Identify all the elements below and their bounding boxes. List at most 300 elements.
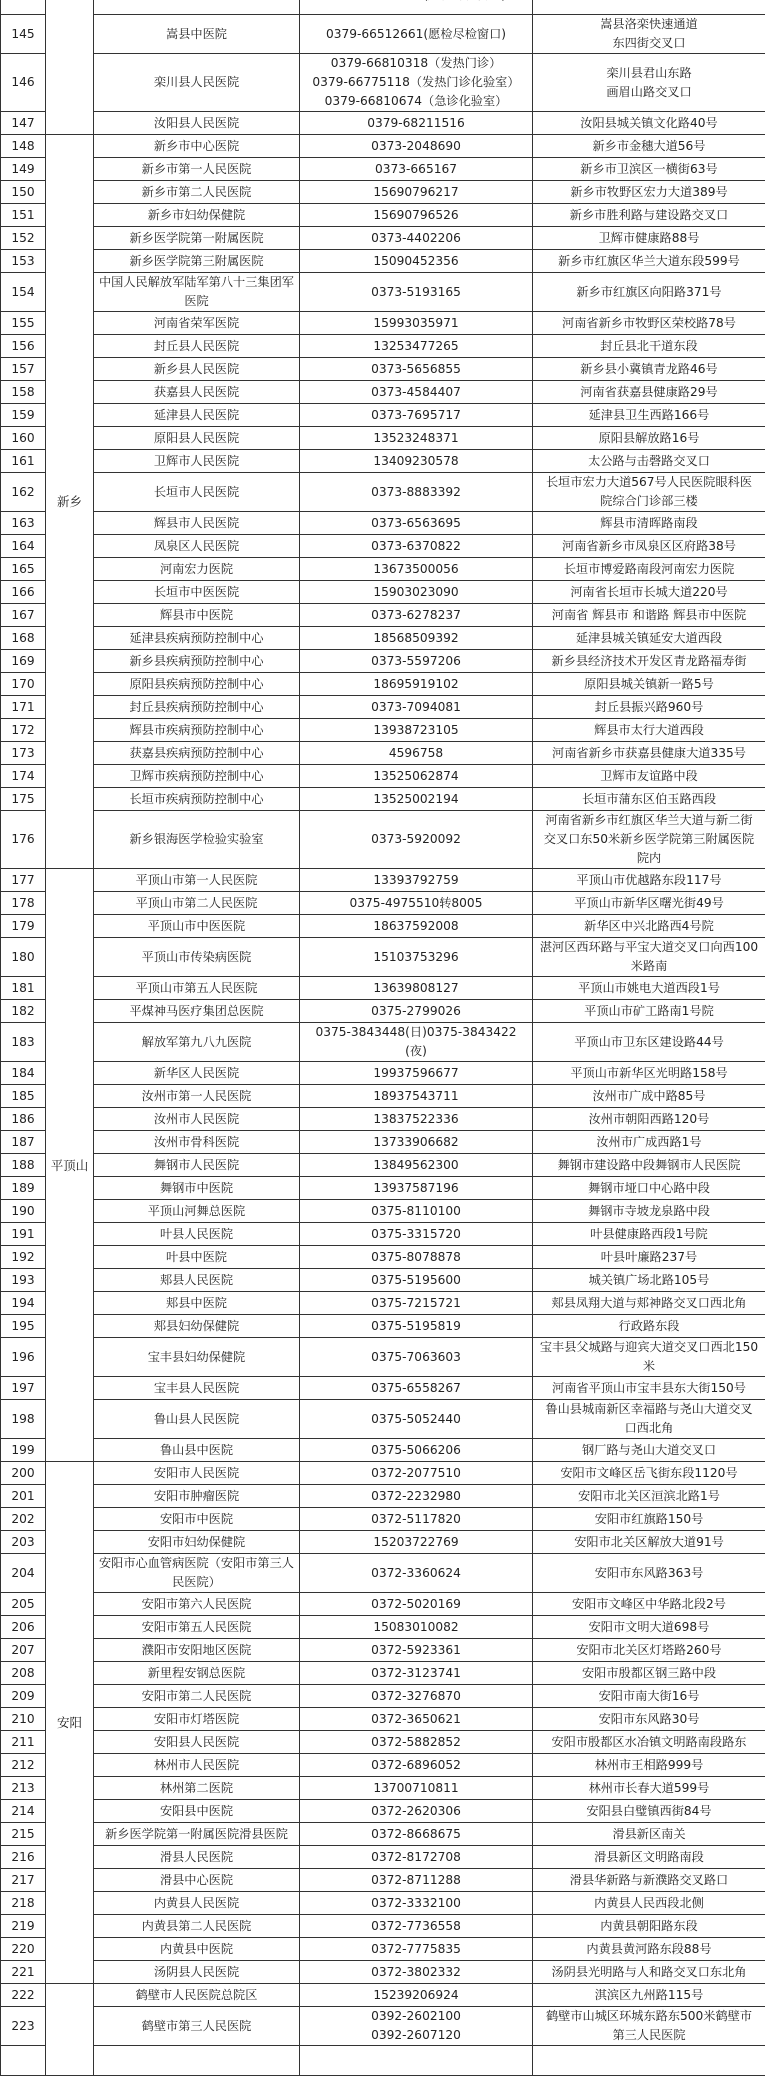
address-line: 辉县市清晖路南段 [536,514,762,533]
row-number: 216 [1,1846,46,1869]
table-row [1,181,765,204]
address-line: 钢厂路与尧山大道交叉口 [536,1441,762,1460]
address-line: 新乡市红旗区华兰大道东段599号 [536,252,762,271]
hospital-name: 鹤壁市人民医院总院区 [94,1984,300,2007]
row-number: 222 [1,1984,46,2007]
row-number [1,2046,46,2076]
phone-line: 13525002194 [303,790,529,809]
hospital-name: 卫辉市人民医院 [94,450,300,473]
address [533,1085,765,1108]
hospital-name: 安阳市中医院 [94,1508,300,1531]
address [533,1593,765,1616]
phone [300,1338,533,1377]
address [533,1639,765,1662]
address-line: 汝州市广成西路1号 [536,1133,762,1152]
phone-line: 0372-3276870 [303,1687,529,1706]
table-row [1,1662,765,1685]
hospital-name: 平顶山市第一人民医院 [94,869,300,892]
hospital-name: 平顶山市第二人民医院 [94,892,300,915]
row-number: 175 [1,788,46,811]
row-number: 150 [1,181,46,204]
phone-line: 0375-7063603 [303,1348,529,1367]
table-row [1,1754,765,1777]
address [533,1338,765,1377]
address-line: 汤阴县光明路与人和路交叉口东北角 [536,1963,762,1982]
phone [300,2007,533,2046]
hospital-name: 汤阴县人民医院 [94,1961,300,1984]
phone-line: 0373-6278237 [303,606,529,625]
hospital-name: 安阳县人民医院 [94,1731,300,1754]
address-line: 长垣市宏力大道567号人民医院眼科医 [536,473,762,492]
hospital-name: 叶县人民医院 [94,1223,300,1246]
address-line: 鲁山县城南新区幸福路与尧山大道交叉 [536,1400,762,1419]
row-number: 156 [1,335,46,358]
hospital-name: 郏县妇幼保健院 [94,1315,300,1338]
address-line: 安阳市红旗路150号 [536,1510,762,1529]
phone [300,1377,533,1400]
address [533,1869,765,1892]
phone [300,1062,533,1085]
table-row [1,1593,765,1616]
table-row [1,1984,765,2007]
address-line: 新乡市胜利路与建设路交叉口 [536,206,762,225]
row-number: 217 [1,1869,46,1892]
address-line: 长垣市蒲东区伯玉路西段 [536,790,762,809]
table-row [1,2007,765,2046]
hospital-name: 辉县市疾病预防控制中心 [94,719,300,742]
table-row [1,1246,765,1269]
phone-line: 0372-5882852 [303,1733,529,1752]
table-row [1,112,765,135]
row-number: 188 [1,1154,46,1177]
phone [300,250,533,273]
phone [300,650,533,673]
address [533,273,765,312]
phone [300,742,533,765]
hospital-name: 内黄县人民医院 [94,1892,300,1915]
phone-line: 15090452356 [303,252,529,271]
row-number [1,0,46,15]
address-line: 内黄县黄河路东段88号 [536,1940,762,1959]
phone-line: 0375-5195819 [303,1317,529,1336]
address-line: 画眉山路交叉口 [536,83,762,102]
address [533,811,765,869]
address [533,1485,765,1508]
row-number: 195 [1,1315,46,1338]
phone-line: 0372-2232980 [303,1487,529,1506]
hospital-name: 解放军第九八九医院 [94,1023,300,1062]
phone-line: 0375-8110100 [303,1202,529,1221]
phone-line: 0375-4975510转8005 [303,894,529,913]
phone-line: 13523248371 [303,429,529,448]
address [533,1846,765,1869]
phone [300,1593,533,1616]
row-number: 182 [1,1000,46,1023]
table-row [1,1377,765,1400]
hospital-name: 嵩县中医院 [94,15,300,54]
address-line: 新乡市金穗大道56号 [536,137,762,156]
address-line: 河南省获嘉县健康路29号 [536,383,762,402]
address [533,558,765,581]
hospital-name: 新乡医学院第三附属医院 [94,250,300,273]
address [533,1731,765,1754]
phone-line: 0373-8883392 [303,483,529,502]
table-row [1,977,765,1000]
phone [300,673,533,696]
address-line: 滑县华新路与新濮路交叉路口 [536,1871,762,1890]
address-line: 舞钢市建设路中段舞钢市人民医院 [536,1156,762,1175]
phone-line: 0379-66775118（发热门诊化验室） [303,73,529,92]
phone-line: 18695919102 [303,675,529,694]
phone-line: 0372-7775835 [303,1940,529,1959]
hospital-name: 原阳县人民医院 [94,427,300,450]
phone-line: 15690796526 [303,206,529,225]
address-line: 平顶山市矿工路南1号院 [536,1002,762,1021]
row-number: 153 [1,250,46,273]
address [533,1938,765,1961]
phone [300,535,533,558]
phone-line: 0372-8172708 [303,1848,529,1867]
phone [300,112,533,135]
phone [300,273,533,312]
address-line: 安阳县白璧镇西街84号 [536,1802,762,1821]
table-row [1,535,765,558]
address [533,1508,765,1531]
table-row [1,938,765,977]
address-line: 原阳县解放路16号 [536,429,762,448]
phone [300,427,533,450]
address-line: 安阳市北关区解放大道91号 [536,1533,762,1552]
address-line: 安阳市文峰区岳飞街东段1120号 [536,1464,762,1483]
row-number: 152 [1,227,46,250]
phone [300,1685,533,1708]
table-row [1,1108,765,1131]
phone [300,381,533,404]
table-row [1,627,765,650]
address [533,54,765,112]
address-line: 舞钢市寺坡龙泉路中段 [536,1202,762,1221]
address-line: 延津县城关镇延安大道西段 [536,629,762,648]
row-number: 169 [1,650,46,673]
hospital-name: 辉县市中医院 [94,604,300,627]
address-line: 安阳市文明大道698号 [536,1618,762,1637]
hospital-name: 安阳市心血管病医院（安阳市第三人民医院） [94,1554,300,1593]
phone [300,512,533,535]
address [533,512,765,535]
address [533,915,765,938]
table-row [1,1685,765,1708]
phone-line: 13938723105 [303,721,529,740]
hospital-name: 汝阳县人民医院 [94,112,300,135]
row-number: 178 [1,892,46,915]
address [533,1462,765,1485]
table-row [1,1961,765,1984]
table-row [1,1292,765,1315]
address [533,742,765,765]
table-row [1,1869,765,1892]
address-line: 林州市王相路999号 [536,1756,762,1775]
table-row [1,788,765,811]
address [533,1754,765,1777]
table-row [1,1485,765,1508]
phone [300,765,533,788]
phone-line: 13639808127 [303,979,529,998]
address [533,650,765,673]
table-row [1,135,765,158]
hospital-name: 获嘉县人民医院 [94,381,300,404]
phone-line: 15239206924 [303,1986,529,2005]
row-number: 209 [1,1685,46,1708]
address [533,1315,765,1338]
address-line: 河南省平顶山市宝丰县东大街150号 [536,1379,762,1398]
hospital-name: 鲁山县人民医院 [94,1400,300,1439]
table-row [1,1131,765,1154]
address-line: 滑县新区南关 [536,1825,762,1844]
phone [300,604,533,627]
row-number: 155 [1,312,46,335]
phone-line: 0375-2799026 [303,1002,529,1021]
table-row [1,1023,765,1062]
hospital-name: 新乡医学院第一附属医院 [94,227,300,250]
address [533,535,765,558]
phone-line: 0379-66512661(愿检尽检窗口) [303,25,529,44]
address [533,181,765,204]
row-number: 197 [1,1377,46,1400]
row-number: 181 [1,977,46,1000]
hospital-name: 宝丰县人民医院 [94,1377,300,1400]
address [533,1269,765,1292]
phone [300,358,533,381]
phone-line: 13937587196 [303,1179,529,1198]
phone-line: 0373-6370822 [303,537,529,556]
table-row [1,15,765,54]
table-row [1,1846,765,1869]
phone [300,892,533,915]
phone-line: 13700710811 [303,1779,529,1798]
row-number: 154 [1,273,46,312]
row-number: 187 [1,1131,46,1154]
phone-line: 0375-5195600 [303,1271,529,1290]
hospital-name: 延津县人民医院 [94,404,300,427]
hospital-name: 长垣市人民医院 [94,473,300,512]
hospital-name: 汝州市第一人民医院 [94,1085,300,1108]
address [533,977,765,1000]
hospital-name: 河南省荣军医院 [94,312,300,335]
address [533,1915,765,1938]
phone-line: 0375-3843448(日)0375-3843422 [303,1023,529,1042]
phone-line: 15083010082 [303,1618,529,1637]
row-number: 179 [1,915,46,938]
phone-line: 13849562300 [303,1156,529,1175]
address-line: 米路南 [536,957,762,976]
hospital-name: 平顶山河舞总医院 [94,1200,300,1223]
phone-line: 19937596677 [303,1064,529,1083]
phone [300,1800,533,1823]
row-number: 212 [1,1754,46,1777]
hospital-name: 新乡银海医学检验实验室 [94,811,300,869]
phone [300,1892,533,1915]
phone-line: 0373-2048690 [303,137,529,156]
row-number: 213 [1,1777,46,1800]
hospital-name: 滑县人民医院 [94,1846,300,1869]
row-number: 211 [1,1731,46,1754]
hospital-name: 郏县人民医院 [94,1269,300,1292]
address [533,0,765,15]
hospital-name: 新乡县人民医院 [94,358,300,381]
phone [300,1246,533,1269]
phone [300,977,533,1000]
phone [300,335,533,358]
hospital-name: 汝州市人民医院 [94,1108,300,1131]
phone [300,1938,533,1961]
phone-line: 0372-8668675 [303,1825,529,1844]
address-line: 院综合门诊部三楼 [536,492,762,511]
address [533,719,765,742]
address [533,1554,765,1593]
address-line: 叶县健康路西段1号院 [536,1225,762,1244]
table-row [1,0,765,15]
table-row [1,892,765,915]
address [533,1439,765,1462]
address [533,1062,765,1085]
hospital-table-body [1,0,765,2076]
address-line: 卫辉市健康路88号 [536,229,762,248]
phone [300,938,533,977]
phone-line: 0373-5920092 [303,830,529,849]
phone-line: 0375-5066206 [303,1441,529,1460]
row-number: 176 [1,811,46,869]
phone [300,450,533,473]
address [533,1023,765,1062]
address [533,135,765,158]
address-line: 辉县市太行大道西段 [536,721,762,740]
phone [300,1200,533,1223]
table-row [1,696,765,719]
row-number: 203 [1,1531,46,1554]
phone [300,1777,533,1800]
row-number: 163 [1,512,46,535]
hospital-name: 安阳市灯塔医院 [94,1708,300,1731]
phone-line: 15103753296 [303,948,529,967]
phone-line: (夜) [303,1042,529,1061]
row-number: 210 [1,1708,46,1731]
address [533,2007,765,2046]
table-row [1,869,765,892]
table-row [1,1315,765,1338]
hospital-name: 新乡市第二人民医院 [94,181,300,204]
address [533,1108,765,1131]
phone-line: 15993035971 [303,314,529,333]
address [533,450,765,473]
row-number: 170 [1,673,46,696]
hospital-name: 新里程安钢总医院 [94,1662,300,1685]
row-number: 214 [1,1800,46,1823]
phone [300,54,533,112]
address [533,227,765,250]
hospital-name: 舞钢市中医院 [94,1177,300,1200]
phone [300,0,533,15]
row-number: 193 [1,1269,46,1292]
row-number: 183 [1,1023,46,1062]
address [533,404,765,427]
address [533,1377,765,1400]
phone-line: 0372-2620306 [303,1802,529,1821]
address [533,15,765,54]
hospital-name: 凤泉区人民医院 [94,535,300,558]
address-line: 汝州市朝阳西路120号 [536,1110,762,1129]
table-row [1,1154,765,1177]
phone [300,627,533,650]
address-line: 河南省新乡市牧野区荣校路78号 [536,314,762,333]
address [533,358,765,381]
phone-line: 0375-5052440 [303,1410,529,1429]
address [533,204,765,227]
address-line: 安阳市北关区灯塔路260号 [536,1641,762,1660]
table-row [1,427,765,450]
address-line: 淇滨区九州路115号 [536,1986,762,2005]
phone-line: 0372-3650621 [303,1710,529,1729]
table-row [1,1000,765,1023]
phone [300,1462,533,1485]
row-number: 164 [1,535,46,558]
hospital-name: 鹤壁市第三人民医院 [94,2007,300,2046]
row-number: 173 [1,742,46,765]
address-line: 平顶山市新华区光明路158号 [536,1064,762,1083]
address [533,158,765,181]
table-row [1,719,765,742]
phone [300,696,533,719]
phone [300,1846,533,1869]
address [533,765,765,788]
address-line: 新乡市红旗区向阳路371号 [536,283,762,302]
address [533,673,765,696]
table-row [1,1062,765,1085]
address-line: 长垣市博爱路南段河南宏力医院 [536,560,762,579]
hospital-name: 获嘉县疾病预防控制中心 [94,742,300,765]
phone [300,1823,533,1846]
row-number: 167 [1,604,46,627]
address [533,427,765,450]
address [533,1616,765,1639]
address-line: 安阳市东风路30号 [536,1710,762,1729]
address-line: 安阳市文峰区中华路北段2号 [536,1595,762,1614]
address-line: 安阳市殷都区钢三路中段 [536,1664,762,1683]
phone-line: 0392-2607120 [303,2026,529,2045]
hospital-name: 安阳市第六人民医院 [94,1593,300,1616]
address-line: 嵩县洛栾快速通道 [536,15,762,34]
phone [300,1485,533,1508]
table-row [1,250,765,273]
address [533,1777,765,1800]
phone-line: 0379-66810674（急诊化验室） [303,92,529,111]
row-number: 145 [1,15,46,54]
address [533,892,765,915]
table-row [1,1708,765,1731]
phone-line: 0375-3315720 [303,1225,529,1244]
table-row [1,335,765,358]
address-line: 口西北角 [536,1419,762,1438]
table-row [1,742,765,765]
row-number: 207 [1,1639,46,1662]
phone [300,1439,533,1462]
hospital-name: 内黄县中医院 [94,1938,300,1961]
row-number: 186 [1,1108,46,1131]
row-number: 159 [1,404,46,427]
hospital-name: 安阳市第五人民医院 [94,1616,300,1639]
address-line: 河南省长垣市长城大道220号 [536,583,762,602]
address-line: 平顶山市新华区曙光街49号 [536,894,762,913]
address [533,250,765,273]
